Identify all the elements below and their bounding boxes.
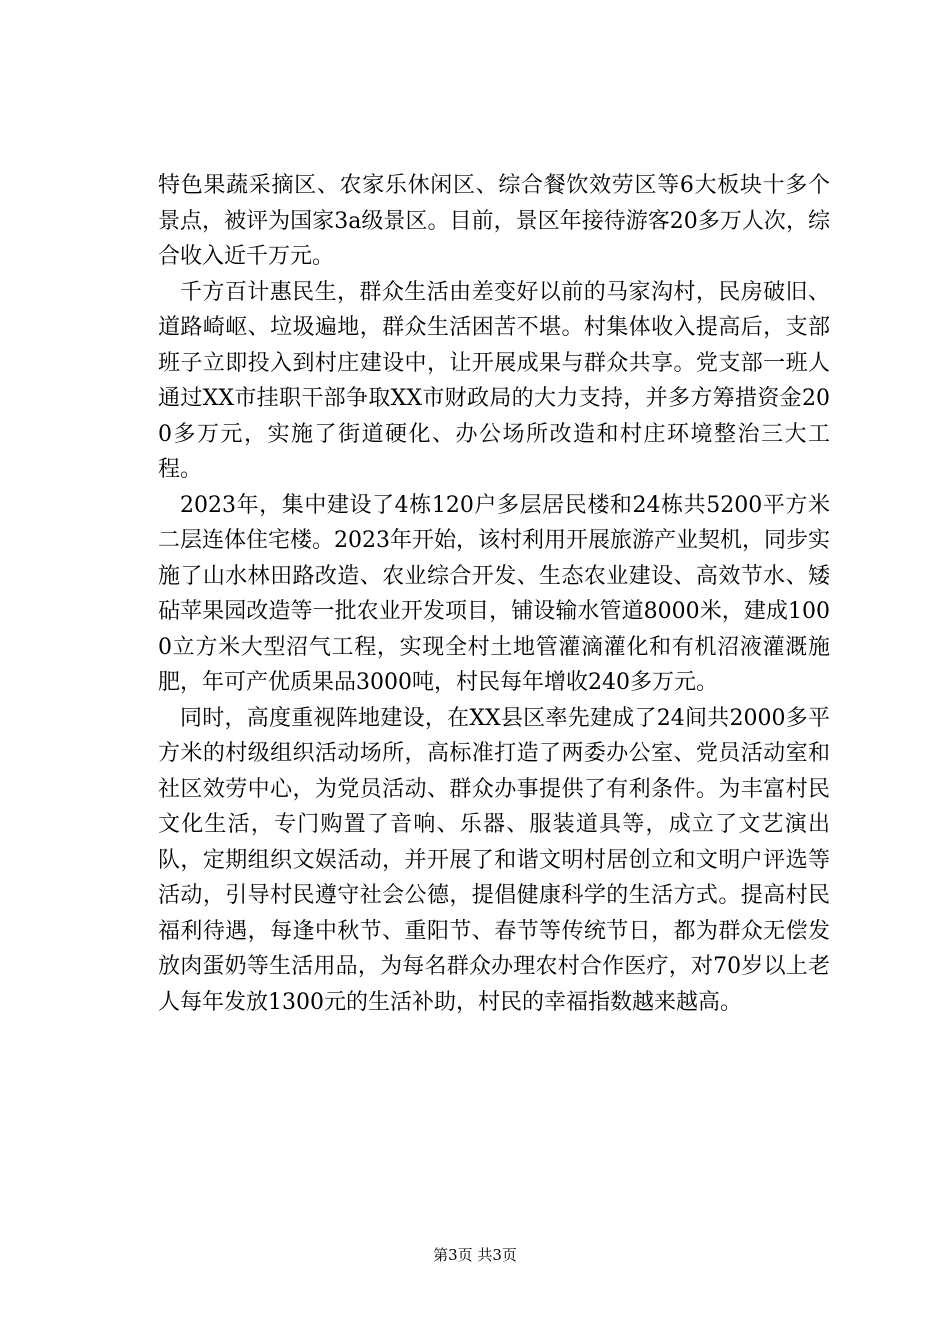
paragraph-livelihood: 千方百计惠民生，群众生活由差变好以前的马家沟村，民房破旧、道路崎岖、垃圾遍地，群众生活困苦不堪。村集体收入提高后，支部班子立即投入到村庄建设中，让开展成果与群众共享。党支部一班人通过XX市挂职干部争取XX市财政局的大力支持，并多方筹措资金200多万元，实施了街道硬化、办公场所改造和村庄环境整治三大工程。 <box>158 279 830 482</box>
page-number-footer: 第3页 共3页 <box>433 1246 517 1264</box>
document-body <box>158 168 830 1020</box>
paragraph-scenic-area: 特色果蔬采摘区、农家乐休闲区、综合餐饮效劳区等6大板块十多个景点，被评为国家3a级景区。目前，景区年接待游客20多万人次，综合收入近千万元。 <box>158 173 830 269</box>
paragraph-housing-agriculture: 2023年，集中建设了4栋120户多层居民楼和24栋共5200平方米二层连体住宅楼。2023年开始，该村利用开展旅游产业契机，同步实施了山水林田路改造、农业综合开发、生态农业建设、高效节水、矮砧苹果园改造等一批农业开发项目，铺设输水管道8000米，建成1000立方米大型沼气工程，实现全村土地管灌滴灌化和有机沼液灌溉施肥，年可产优质果品3000吨，村民每年增收240多万元。 <box>158 492 830 695</box>
paragraph-facilities-welfare: 同时，高度重视阵地建设，在XX县区率先建成了24间共2000多平方米的村级组织活动场所，高标准打造了两委办公室、党员活动室和社区效劳中心，为党员活动、群众办事提供了有利条件。为丰富村民文化生活，专门购置了音响、乐器、服装道具等，成立了文艺演出队，定期组织文娱活动，并开展了和谐文明村居创立和文明户评选等活动，引导村民遵守社会公德，提倡健康科学的生活方式。提高村民福利待遇，每逢中秋节、重阳节、春节等传统节日，都为群众无偿发放肉蛋奶等生活用品，为每名群众办理农村合作医疗，对70岁以上老人每年发放1300元的生活补助，村民的幸福指数越来越高。 <box>158 705 830 1015</box>
